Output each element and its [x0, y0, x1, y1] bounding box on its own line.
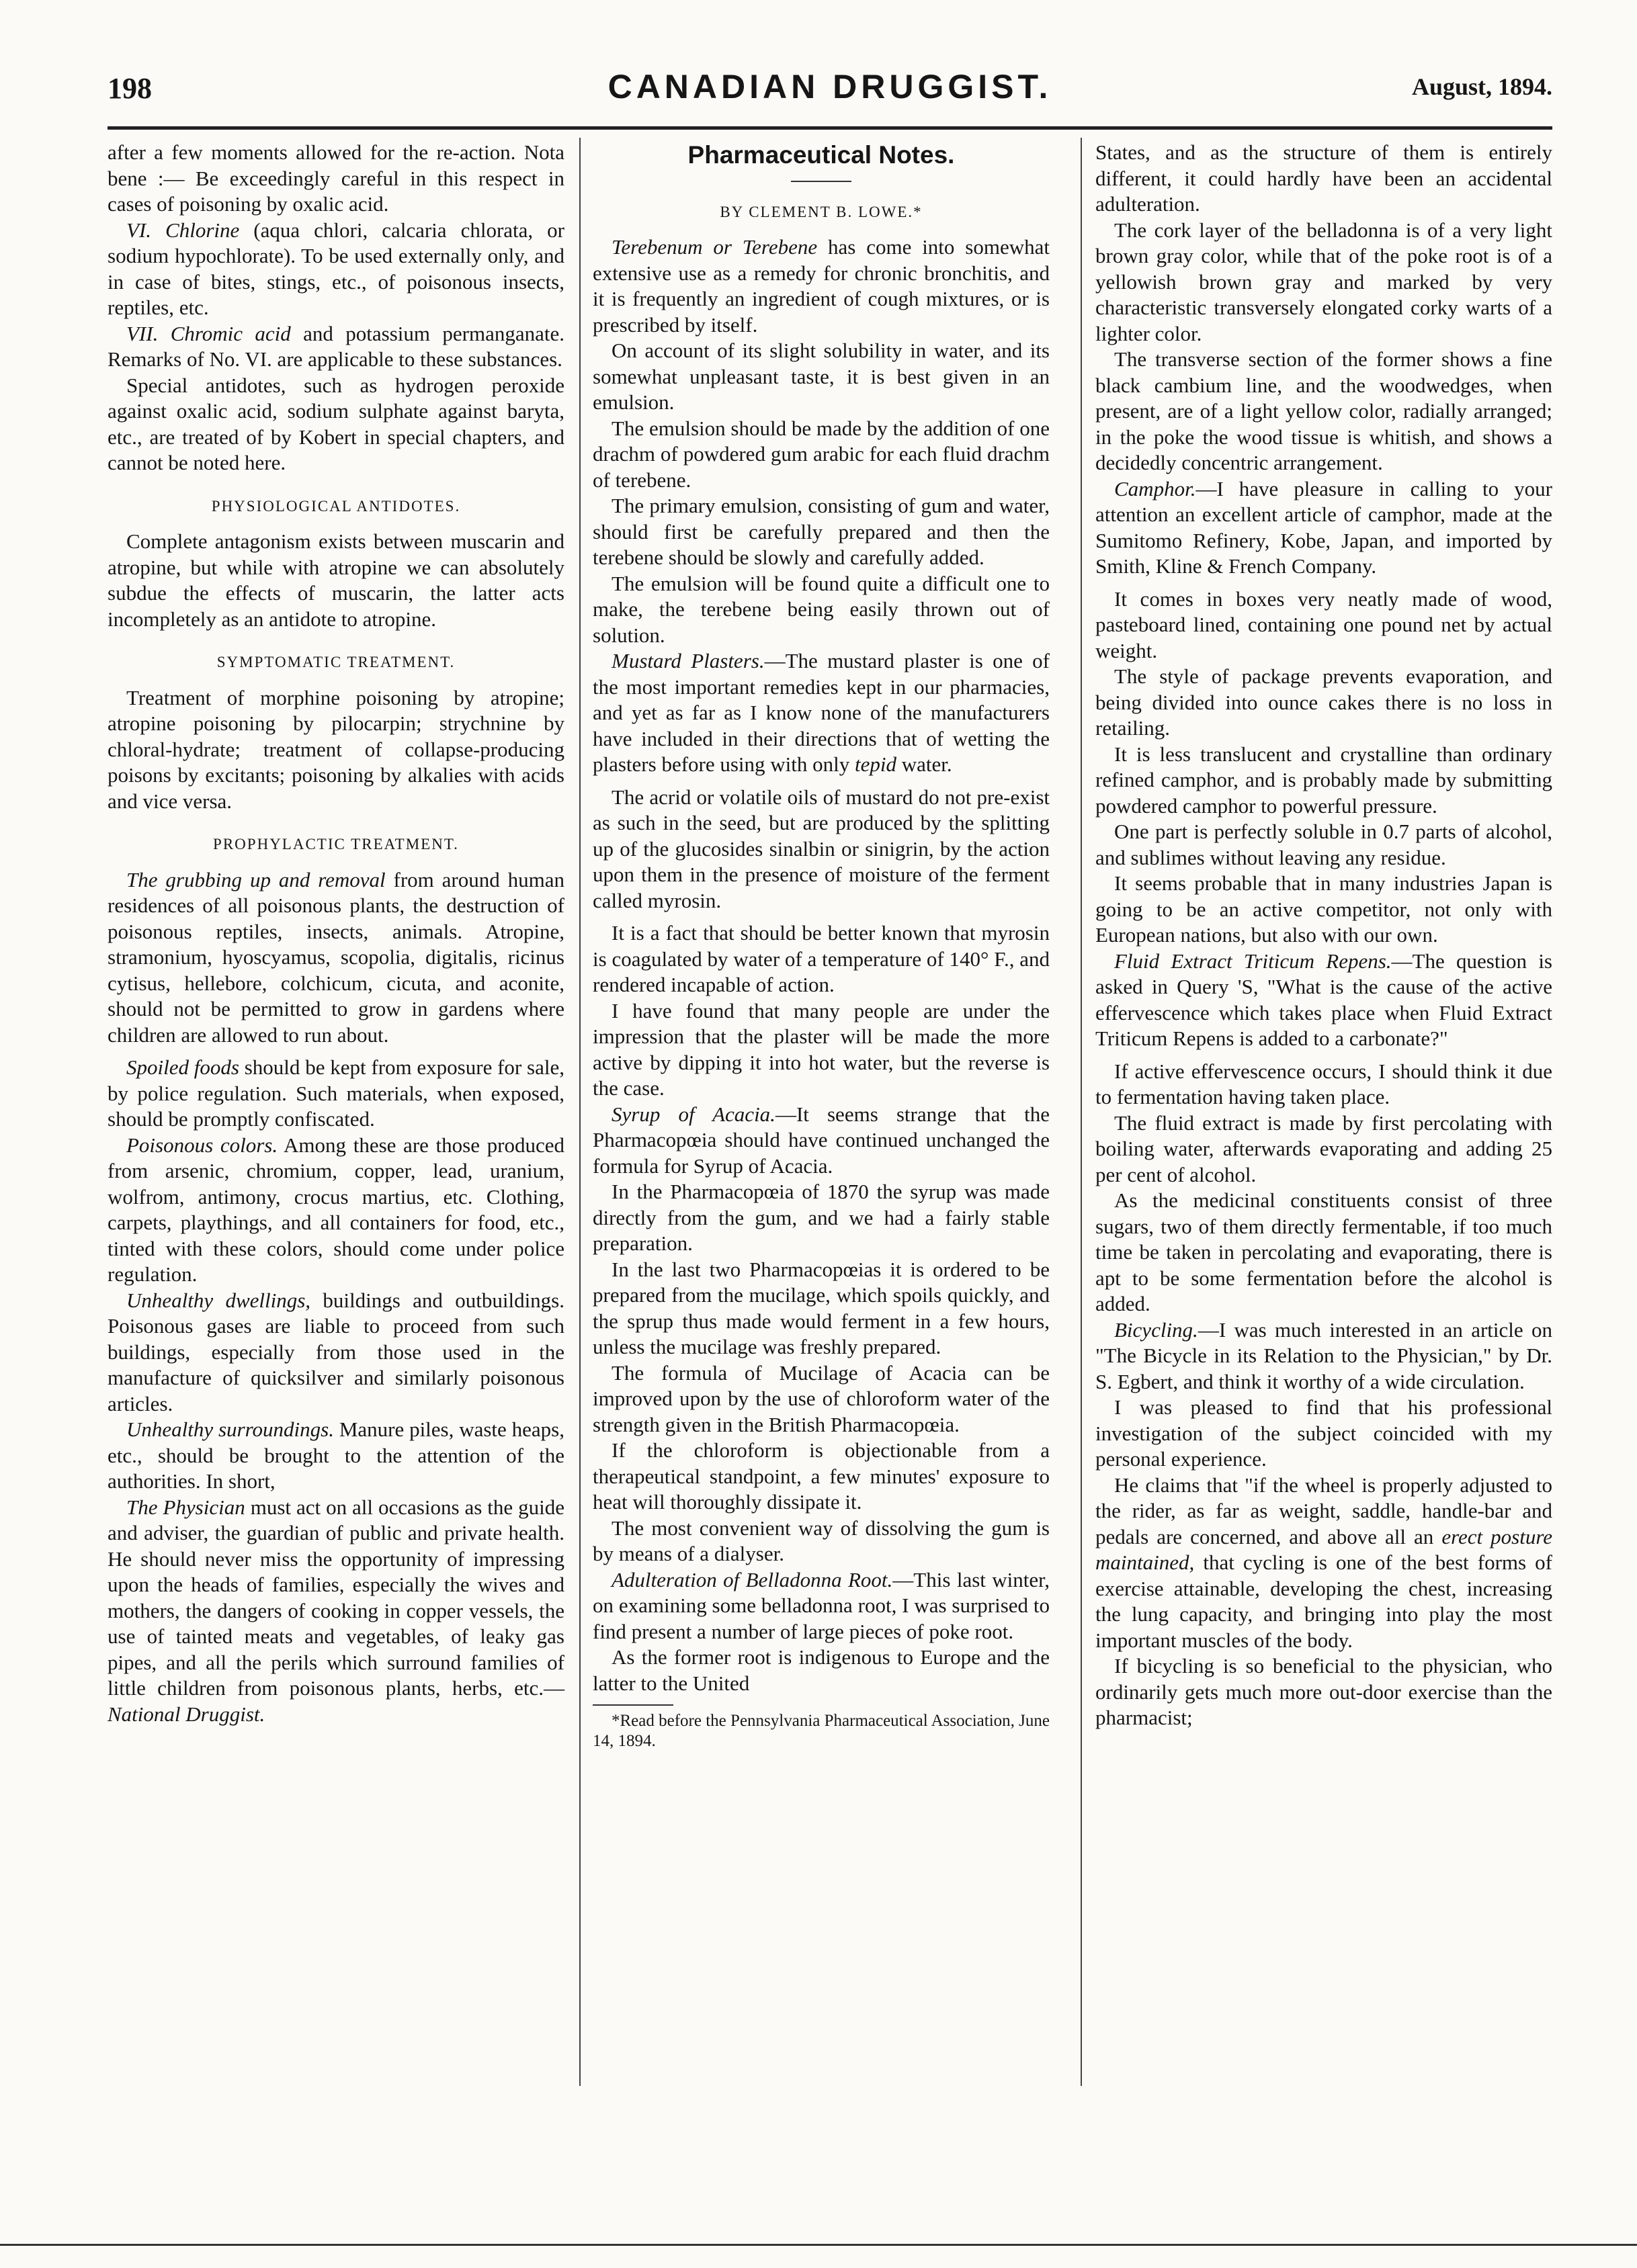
paragraph: In the Pharmacopœia of 1870 the syrup was made directly from the gum, and we had a fairly stable preparation. — [593, 1180, 1050, 1255]
paragraph: The Physician must act on all occasions as the guide and adviser, the guardian of public and private health. He should never miss the opportunity of impressing upon the heads of families, especially the wives and mothers, the dangers of cooking in copper vessels, the use of tainted meats and vegetables, of leaky gas pipes, and all the perils which surround families of little children from poisonous plants, herbs, etc.—National Druggist. — [108, 1495, 565, 1726]
publication-title: CANADIAN DRUGGIST. — [607, 68, 1052, 105]
paragraph: It seems probable that in many industries Japan is going to be an active competitor, not only with European nations, but also with our own. — [1095, 871, 1552, 947]
column-1 — [108, 140, 564, 1727]
paragraph: Adulteration of Belladonna Root.—This last winter, on examining some belladonna root, I was surprised to find present a number of large pieces of poke root. — [593, 1567, 1050, 1643]
column-2 — [593, 140, 1050, 1751]
paragraph: The fluid extract is made by first percolating with boiling water, afterwards evaporating and adding 25 per cent of alcohol. — [1095, 1110, 1552, 1186]
column-divider — [1081, 138, 1082, 2086]
paragraph: It is less translucent and crystalline than ordinary refined camphor, and is probably made by submitting powdered camphor to powerful pressure. — [1095, 742, 1552, 818]
paragraph: Bicycling.—I was much interested in an article on "The Bicycle in its Relation to the Physician," by Dr. S. Egbert, and think it worthy of a wide circulation. — [1095, 1317, 1552, 1393]
paragraph: Spoiled foods should be kept from exposure for sale, by police regulation. Such materials, when exposed, should be promptly confiscated. — [108, 1055, 564, 1131]
paragraph: He claims that "if the wheel is properly adjusted to the rider, as far as weight, saddle, handle-bar and pedals are concerned, and above all an erect posture maintained, that cycling is one of the best forms of exercise attainable, developing the chest, increasing the lung capacity, and bringing into play the most important muscles of the body. — [1095, 1473, 1553, 1652]
paragraph: It comes in boxes very neatly made of wood, pasteboard lined, containing one pound net by actual weight. — [1095, 586, 1552, 662]
paragraph: If the chloroform is objectionable from a therapeutical standpoint, a few minutes' exposure to heat will thoroughly dissipate it. — [593, 1438, 1050, 1514]
paragraph: Fluid Extract Triticum Repens.—The question is asked in Query 'S, "What is the cause of the active effervescence which takes place when Fluid Extract Triticum Repens is added to a carbonate?" — [1095, 949, 1552, 1050]
paragraph: The primary emulsion, consisting of gum and water, should first be carefully prepared and then the terebene should be slowly and carefully added. — [593, 494, 1050, 569]
page-bottom-rule — [0, 2244, 1637, 2246]
paragraph: VI. Chlorine (aqua chlori, calcaria chlorata, or sodium hypochlorate). To be used externally only, and in case of bites, stings, etc., of poisonous insects, reptiles, etc. — [108, 218, 564, 319]
column-3 — [1095, 140, 1552, 1731]
paragraph: In the last two Pharmacopœias it is ordered to be prepared from the mucilage, which spoils quickly, and the sprup thus made would ferment in a few hours, unless the mucilage was freshly prepared. — [593, 1257, 1050, 1358]
paragraph: Unhealthy surroundings. Manure piles, waste heaps, etc., should be brought to the attention of the authorities. In short, — [108, 1418, 564, 1493]
section-heading: PROPHYLACTIC TREATMENT. — [213, 836, 459, 853]
paragraph: The emulsion will be found quite a difficult one to make, the terebene being easily thrown out of solution. — [593, 571, 1050, 647]
paragraph: Camphor.—I have pleasure in calling to your attention an excellent article of camphor, made at the Sumitomo Refinery, Kobe, Japan, and imported by Smith, Kline & French Company. — [1095, 476, 1552, 578]
paragraph: The emulsion should be made by the addition of one drachm of powdered gum arabic for each fluid drachm of terebene. — [593, 416, 1050, 492]
page-number: 198 — [108, 72, 152, 105]
issue-date: August, 1894. — [1411, 73, 1552, 100]
paragraph: Mustard Plasters.—The mustard plaster is one of the most important remedies kept in our pharmacies, and yet as far as I know none of the manufacturers have included in their directions that of wetting the plasters before using with only tepid water. — [593, 649, 1050, 776]
paragraph: If bicycling is so beneficial to the physician, who ordinarily gets much more out-door exercise than the pharmacist; — [1095, 1654, 1552, 1729]
footnote: *Read before the Pennsylvania Pharmaceutical Association, June 14, 1894. — [593, 1712, 1050, 1750]
paragraph: It is a fact that should be better known that myrosin is coagulated by water of a temperature of 140° F., and rendered incapable of action. — [593, 921, 1050, 996]
column-divider — [579, 138, 581, 2086]
paragraph: The acrid or volatile oils of mustard do not pre-exist as such in the seed, but are produced by the splitting up of the glucosides sinalbin or sinigrin, by the action upon them in the presence of moisture of the ferment called myrosin. — [593, 785, 1050, 912]
header-rule — [108, 126, 1552, 130]
paragraph: If active effervescence occurs, I should think it due to fermentation having taken place. — [1095, 1059, 1552, 1108]
page-header — [108, 67, 1552, 121]
paragraph: Complete antagonism exists between muscarin and atropine, but while with atropine we can absolutely subdue the effects of muscarin, the latter acts incompletely as an antidote to atropine. — [108, 529, 564, 631]
paragraph: The formula of Mucilage of Acacia can be improved upon by the use of chloroform water of the strength given in the British Pharmacopœia. — [593, 1360, 1050, 1436]
paragraph: I have found that many people are under the impression that the plaster will be made the more active by dipping it into hot water, but the reverse is the case. — [593, 998, 1050, 1100]
paragraph: The most convenient way of dissolving the gum is by means of a dialyser. — [593, 1516, 1050, 1565]
paragraph: Terebenum or Terebene has come into somewhat extensive use as a remedy for chronic bronchitis, and it is frequently an ingredient of cough mixtures, or is prescribed by itself. — [593, 235, 1050, 337]
paragraph: On account of its slight solubility in water, and its somewhat unpleasant taste, it is best given in an emulsion. — [593, 339, 1050, 414]
paragraph: after a few moments allowed for the re-action. Nota bene :— Be exceedingly careful in this respect in cases of poisoning by oxalic acid. — [108, 140, 564, 216]
paragraph: I was pleased to find that his professional investigation of the subject coincided with my personal experience. — [1095, 1395, 1552, 1471]
author-byline: BY CLEMENT B. LOWE.* — [720, 203, 923, 220]
paragraph: As the medicinal constituents consist of three sugars, two of them directly fermentable, if too much time be taken in percolating and evaporating, there is apt to be some fermentation before the alcohol is added. — [1095, 1188, 1552, 1315]
paragraph: VII. Chromic acid and potassium permanganate. Remarks of No. VI. are applicable to these substances. — [108, 321, 564, 371]
title-rule — [791, 181, 851, 182]
paragraph: The cork layer of the belladonna is of a very light brown gray color, while that of the poke root is of a yellowish brown gray and marked by very characteristic transversely elongated corky warts of a lighter color. — [1095, 218, 1552, 345]
paragraph: Poisonous colors. Among these are those produced from arsenic, chromium, copper, lead, uranium, wolfrom, antimony, crocus martius, etc. Clothing, carpets, playthings, and all containers for food, etc., tinted with these colors, should come under police regulation. — [108, 1133, 564, 1286]
paragraph: Treatment of morphine poisoning by atropine; atropine poisoning by pilocarpin; strychnine by chloral-hydrate; treatment of collapse-producing poisons by excitants; poisoning by alkalies with acids and vice versa. — [108, 685, 564, 813]
paragraph: Syrup of Acacia.—It seems strange that the Pharmacopœia should have continued unchanged the formula for Syrup of Acacia. — [593, 1102, 1050, 1178]
paragraph: As the former root is indigenous to Europe and the latter to the United — [593, 1645, 1050, 1695]
footnote-rule — [593, 1704, 673, 1706]
section-heading: SYMPTOMATIC TREATMENT. — [216, 654, 456, 670]
section-heading: PHYSIOLOGICAL ANTIDOTES. — [211, 497, 461, 515]
paragraph: The style of package prevents evaporation, and being divided into ounce cakes there is no loss in retailing. — [1095, 664, 1552, 740]
paragraph: States, and as the structure of them is entirely different, it could hardly have been an accidental adulteration. — [1095, 140, 1552, 216]
article-title: Pharmaceutical Notes. — [687, 141, 955, 169]
paragraph: The transverse section of the former shows a fine black cambium line, and the woodwedges, when present, are of a light yellow color, radially arranged; in the poke the wood tissue is whitish, and shows a decidedly concentric arrangement. — [1095, 347, 1552, 474]
paragraph: The grubbing up and removal from around human residences of all poisonous plants, the destruction of poisonous reptiles, insects, animals. Atropine, stramonium, hyoscyamus, scopolia, digitalis, ricinus cytisus, hellebore, colchicum, cicuta, and aconite, should not be permitted to grow in gardens where children are allowed to run about. — [108, 867, 565, 1047]
paragraph: Unhealthy dwellings, buildings and outbuildings. Poisonous gases are liable to proceed from such buildings, especially from those used in the manufacture of quicksilver and similarly poisonous articles. — [108, 1288, 564, 1415]
paragraph: Special antidotes, such as hydrogen peroxide against oxalic acid, sodium sulphate against baryta, etc., are treated of by Kobert in special chapters, and cannot be noted here. — [108, 373, 564, 474]
paragraph: One part is perfectly soluble in 0.7 parts of alcohol, and sublimes without leaving any residue. — [1095, 820, 1552, 869]
